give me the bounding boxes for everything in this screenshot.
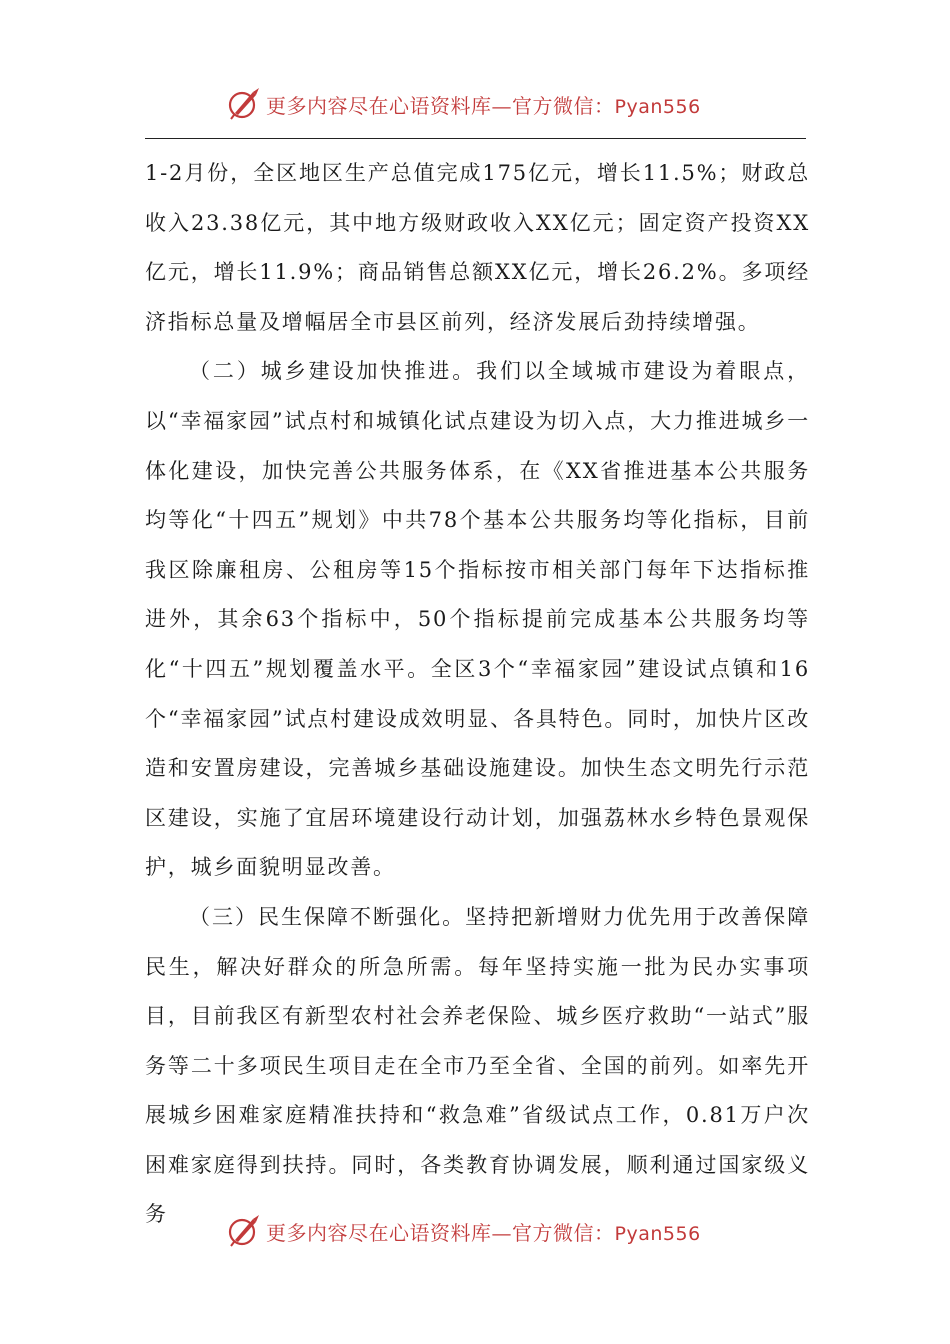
paragraph-economy: 1-2月份，全区地区生产总值完成175亿元，增长11.5%；财政总收入23.38亿元，其中地方级财政收入XX亿元；固定资产投资XX亿元，增长11.9%；商品销售总额XX亿元，增长26.2%。多项经济指标总量及增幅居全市县区前列，经济发展后劲持续增强。 [145,161,810,334]
footer-banner-text [266,1217,701,1246]
banner-wechat-label: 官方微信： [512,1220,615,1245]
quill-pen-circle-icon [226,86,262,122]
banner-slogan: 更多内容尽在心语资料库 [266,93,492,118]
banner-wechat-id: Pyan556 [614,95,701,118]
banner-wechat-id: Pyan556 [614,1222,701,1245]
footer-banner [226,1211,726,1251]
header-banner [226,84,726,124]
banner-slogan: 更多内容尽在心语资料库 [266,1220,492,1245]
paragraph-livelihood-security: （三）民生保障不断强化。坚持把新增财力优先用于改善保障民生，解决好群众的所急所需。每年坚持实施一批为民办实事项目，目前我区有新型农村社会养老保险、城乡医疗救助“一站式”服务等二十多项民生项目走在全市乃至全省、全国的前列。如率先开展城乡困难家庭精准扶持和“救急难”省级试点工作，0.81万户次困难家庭得到扶持。同时，各类教育协调发展，顺利通过国家级义务 [145,904,810,1227]
banner-separator: — [491,93,512,118]
quill-pen-circle-icon [226,1213,262,1249]
banner-separator: — [491,1220,512,1245]
document-body [145,149,810,1240]
paragraph-urban-rural-construction: （二）城乡建设加快推进。我们以全域城市建设为着眼点，以“幸福家园”试点村和城镇化试点建设为切入点，大力推进城乡一体化建设，加快完善公共服务体系，在《XX省推进基本公共服务均等化“十四五”规划》中共78个基本公共服务均等化指标，目前我区除廉租房、公租房等15个指标按市相关部门每年下达指标推进外，其余63个指标中，50个指标提前完成基本公共服务均等化“十四五”规划覆盖水平。全区3个“幸福家园”建设试点镇和16个“幸福家园”试点村建设成效明显、各具特色。同时，加快片区改造和安置房建设，完善城乡基础设施建设。加快生态文明先行示范区建设，实施了宜居环境建设行动计划，加强荔林水乡特色景观保护，城乡面貌明显改善。 [145,359,810,880]
header-banner-text [266,90,701,119]
banner-wechat-label: 官方微信： [512,93,615,118]
header-divider [145,138,806,139]
